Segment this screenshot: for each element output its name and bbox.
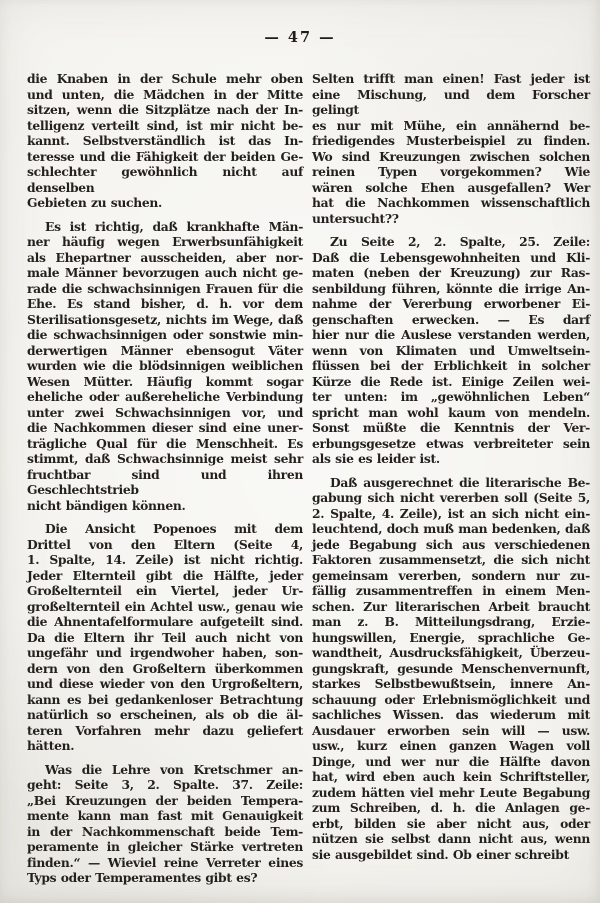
text-line: Die Ansicht Popenoes mit dem [45,521,303,536]
text-line: senbildung führen, könnte die irrige An- [312,280,590,296]
text-line: nahme der Vererbung erworbener Ei- [312,296,590,311]
text-line: teren Vorfahren mehr dazu geliefert [27,722,303,738]
text-line: Ehe. Es stand bisher, d. h. vor dem [27,296,303,311]
text-line: erbt, bilden sie aber nicht aus, oder [312,815,590,831]
text-line: dern von den Großeltern überkommen [27,660,303,676]
text-line: Dinge, und wer nur die Hälfte davon [312,753,590,769]
text-line: die Nachkommen dieser sind eine uner- [27,420,303,435]
text-line: ungefähr und irgendwoher haben, son- [27,645,303,660]
text-line: spricht man wohl kaum von mendeln. [312,404,590,420]
text-line: Da die Eltern ihr Teil auch nicht von [27,629,303,645]
text-line: reinen Typen vorgekommen? Wie [312,164,590,179]
text-line: unter zwei Schwachsinnigen vor, und [27,404,303,420]
text-line: Es ist richtig, daß krankhafte Män- [45,218,303,234]
text-line: eine Mischung, und dem Forscher gelingt [312,86,590,117]
text-line: Kürze die Rede ist. Einige Zeilen wei- [312,373,590,389]
text-line: gemeinsam vererben, sondern nur zu- [312,567,590,583]
text-line: zum Schreiben, d. h. die Anlagen ge- [312,800,590,815]
paragraph [27,521,303,754]
text-line: genschaften erwecken. — Es darf [312,311,590,327]
text-line: die schwachsinnigen oder sonstwie min- [27,327,303,342]
two-column-text-block [27,71,590,886]
text-line: Sonst müßte die Kenntnis der Ver- [312,420,590,435]
text-line: und unten, die Mädchen in der Mitte [27,86,303,102]
text-line: fällig zusammentreffen in einem Men- [312,583,590,598]
text-line: hätten. [27,738,75,753]
text-line: hat, wird eben auch kein Schriftsteller, [312,769,590,784]
text-line: usw., kurz einen ganzen Wagen voll [312,738,590,753]
text-line: sitzen, wenn die Sitzplätze nach der In- [27,102,303,117]
text-line: sie ausgebildet sind. Ob einer schreibt [312,846,569,862]
paragraph [312,475,590,863]
text-line: Zu Seite 2, 2. Spalte, 25. Zeile: [330,234,590,249]
paragraph [312,71,590,226]
page-number: — 47 — [264,29,336,46]
text-line: in der Nachkommenschaft beide Tem- [27,823,303,839]
text-line: Jeder Elternteil gibt die Hälfte, jeder [27,567,303,583]
text-line: Ausdauer erworben sein will — usw. [312,722,590,738]
text-line: ner häufig wegen Erwerbsunfähigkeit [27,234,303,249]
text-line: maten (neben der Kreuzung) zur Ras- [312,265,590,280]
text-line: als Ehepartner ausscheiden, aber nor- [27,249,303,265]
text-line: finden.“ — Wieviel reine Verreter eines [27,854,303,870]
text-line: wurden wie die blödsinnigen weiblichen [27,358,303,373]
text-line: Wo sind Kreuzungen zwischen solchen [312,148,590,164]
text-column-right [312,71,590,886]
text-line: 1. Spalte, 14. Zeile) ist nicht richtig. [27,552,303,567]
text-line: derwertigen Männer ebensogut Väter [27,342,303,358]
text-line: Daß die Lebensgewohnheiten und Kli- [312,249,590,265]
text-line: starkes Selbstbewußtsein, innere An- [312,676,590,691]
text-line: wenn von Klimaten und Umweltsein- [312,342,590,358]
text-line: es nur mit Mühe, ein annähernd be- [312,117,590,133]
paragraph [27,71,303,211]
text-line: Daß ausgerechnet die literarische Be- [330,474,590,490]
text-line: schauung oder Erlebnismöglichkeit und [312,691,590,707]
text-line: hier nur die Auslese verstanden werden, [312,327,590,342]
text-line: ter unten: im „gewöhnlichen Leben“ [312,389,590,404]
text-column-left [27,71,303,886]
text-line: teresse und die Fähigkeit der beiden Ge- [27,148,303,164]
text-line: und diese wieder von den Urgroßeltern, [27,676,303,691]
text-line: friedigendes Musterbeispiel zu finden. [312,133,590,148]
text-line: peramente in gleicher Stärke vertreten [27,839,303,854]
text-line: fruchtbar sind und ihren Geschlechtstrieb [27,466,303,497]
paragraph [27,762,303,886]
text-line: erbungsgesetze etwas verbreiteter sein [312,435,590,451]
text-line: „Bei Kreuzungen der beiden Tempera- [27,792,303,808]
text-line: Was die Lehre von Kretschmer an- [45,761,303,777]
text-line: nützen sie selbst dann nicht aus, wenn [312,831,590,846]
text-line: gungskraft, gesunde Menschenvernunft, [312,660,590,676]
text-line: kannt. Selbstverständlich ist das In- [27,133,303,148]
text-line: die Ahnentafelformulare aufgeteilt sind. [27,614,303,629]
text-line: male Männer bevorzugen auch nicht ge- [27,265,303,280]
text-line: als sie es leider ist. [312,451,440,466]
text-line: Wesen Mütter. Häufig kommt sogar [27,373,303,389]
paragraph [312,234,590,467]
text-line: schen. Zur literarischen Arbeit braucht [312,598,590,614]
text-line: geht: Seite 3, 2. Spalte. 37. Zeile: [27,777,303,792]
paragraph [27,219,303,514]
text-line: telligenz verteilt sind, ist mir nicht be- [27,117,303,133]
text-line: sachliches Wissen. das wiederum mit [312,707,590,722]
text-line: Großelternteil ein Viertel, jeder Ur- [27,583,303,598]
text-line: hat die Nachkommen wissenschaftlich [312,195,590,210]
text-line: wären solche Ehen ausgefallen? Wer [312,179,590,195]
text-line: mente kann man fast mit Genauigkeit [27,808,303,823]
text-line: trägliche Qual für die Menschheit. Es [27,435,303,451]
text-line: zudem hätten viel mehr Leute Begabung [312,784,590,800]
text-line: die Knaben in der Schule mehr oben [27,71,303,86]
text-line: leuchtend, doch muß man bedenken, daß [312,521,590,536]
text-line: schlechter gewöhnlich nicht auf denselben [27,164,303,195]
text-line: eheliche oder außereheliche Verbindung [27,389,303,404]
text-line: Sterilisationsgesetz, nichts im Wege, daß [27,311,303,327]
text-line: natürlich so erscheinen, als ob die äl- [27,707,303,722]
text-line: untersucht?? [312,210,399,226]
text-line: Selten trifft man einen! Fast jeder ist [312,71,590,86]
text-line: wandtheit, Ausdrucksfähigkeit, Überzeu- [312,645,590,660]
text-line: Gebieten zu suchen. [27,195,162,210]
text-line: hungswillen, Energie, sprachliche Ge- [312,629,590,645]
text-line: 2. Spalte, 4. Zeile), ist an sich nicht ein- [312,505,590,521]
text-line: Drittel von den Eltern (Seite 4, [27,536,303,552]
text-line: kann es bei gedankenloser Betrachtung [27,691,303,707]
text-line: rade die schwachsinnigen Frauen für die [27,280,303,296]
text-line: Typs oder Temperamentes gibt es? [27,870,258,885]
text-line: man z. B. Mitteilungsdrang, Erzie- [312,614,590,629]
text-line: flüssen bei der Erblichkeit in solcher [312,358,590,373]
text-line: Faktoren zusammensetzt, die sich nicht [312,552,590,567]
text-line: gabung sich nicht vererben soll (Seite 5, [312,490,590,505]
text-line: stimmt, daß Schwachsinnige meist sehr [27,451,303,466]
text-line: nicht bändigen können. [27,497,186,513]
text-line: jede Begabung sich aus verschiedenen [312,536,590,552]
text-line: großelternteil ein Achtel usw., genau wie [27,598,303,614]
